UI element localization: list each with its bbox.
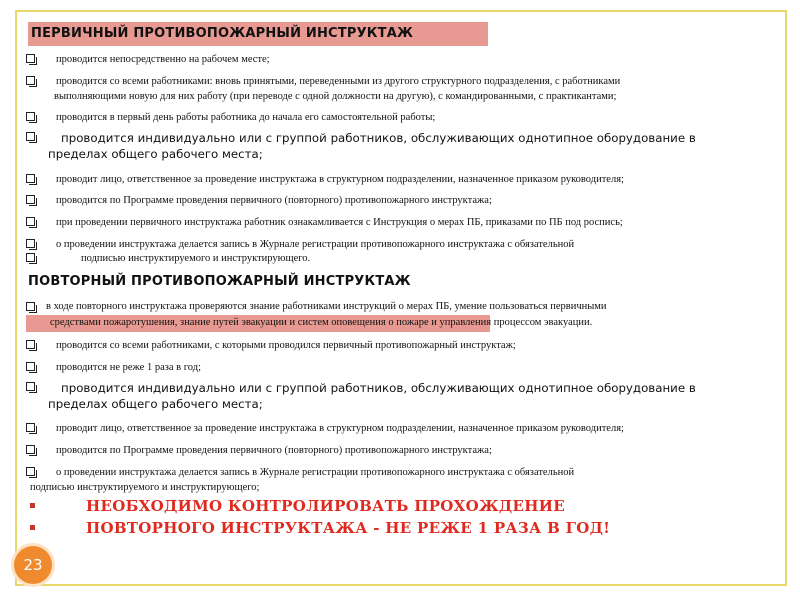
list-item: проводится со всеми работниками, с которыми проводился первичный противопожарный инструктаж; xyxy=(26,338,778,353)
warning-bullet-icon xyxy=(30,503,35,508)
checkbox-bullet-icon xyxy=(26,362,35,371)
checkbox-bullet-icon xyxy=(26,423,35,432)
list-item: при проведении первичного инструктажа работник ознакамливается с Инструкция о мерах ПБ, приказами по ПБ под роспись; xyxy=(26,215,778,230)
list-item: проводится по Программе проведения первичного (повторного) противопожарного инструктажа; xyxy=(26,193,778,208)
list-item: проводится непосредственно на рабочем месте; xyxy=(26,52,778,67)
checkbox-bullet-icon xyxy=(26,302,35,311)
checkbox-bullet-icon xyxy=(26,467,35,476)
checkbox-bullet-icon xyxy=(26,195,35,204)
warning-bullet-icon xyxy=(30,525,35,530)
list-item: о проведении инструктажа делается запись в Журнале регистрации противопожарного инструктажа с обязательной xyxy=(26,237,778,252)
list-item: проводит лицо, ответственное за проведение инструктажа в структурном подразделении, назначенное приказом руководителя; xyxy=(26,172,778,187)
page-number-badge: 23 xyxy=(14,546,52,584)
checkbox-bullet-icon xyxy=(26,54,35,63)
list-item: проводится по Программе проведения первичного (повторного) противопожарного инструктажа; xyxy=(26,443,778,458)
list-item: проводится индивидуально или с группой работников, обслуживающих однотипное оборудование в пределах общего рабочего места; xyxy=(26,130,778,162)
list-item: проводится в первый день работы работника до начала его самостоятельной работы; xyxy=(26,110,778,125)
checkbox-bullet-icon xyxy=(26,382,35,391)
list-item: проводится не реже 1 раза в год; xyxy=(26,360,778,375)
checkbox-bullet-icon xyxy=(26,112,35,121)
section2-title: ПОВТОРНЫЙ ПРОТИВОПОЖАРНЫЙ ИНСТРУКТАЖ xyxy=(28,274,411,289)
section1-title: ПЕРВИЧНЫЙ ПРОТИВОПОЖАРНЫЙ ИНСТРУКТАЖ xyxy=(28,22,488,46)
warning-line-1: НЕОБХОДИМО КОНТРОЛИРОВАТЬ ПРОХОЖДЕНИЕ xyxy=(86,497,565,515)
list-item: проводится индивидуально или с группой работников, обслуживающих однотипное оборудование в пределах общего рабочего места; xyxy=(26,380,778,412)
list-item: подписью инструктируемого и инструктирующего. xyxy=(26,251,778,266)
warning-line-2: ПОВТОРНОГО ИНСТРУКТАЖА - НЕ РЕЖЕ 1 РАЗА В ГОД! xyxy=(86,519,611,537)
list-item: проводит лицо, ответственное за проведение инструктажа в структурном подразделении, назначенное приказом руководителя; xyxy=(26,421,778,436)
checkbox-bullet-icon xyxy=(26,217,35,226)
list-item: о проведении инструктажа делается запись в Журнале регистрации противопожарного инструктажа с обязательной подписью инструктируемого и инструктирующего; xyxy=(26,465,778,495)
checkbox-bullet-icon xyxy=(26,132,35,141)
checkbox-bullet-icon xyxy=(26,445,35,454)
checkbox-bullet-icon xyxy=(26,174,35,183)
list-item: в ходе повторного инструктажа проверяются знание работниками инструкций о мерах ПБ, умение пользоваться первичными средствами пожаротушения, знание путей эвакуации и систем оповещения о пожаре и управления процессом эвакуации. xyxy=(26,298,778,330)
checkbox-bullet-icon xyxy=(26,239,35,248)
checkbox-bullet-icon xyxy=(26,340,35,349)
checkbox-bullet-icon xyxy=(26,253,35,262)
list-item: проводится со всеми работниками: вновь принятыми, переведенными из другого структурного подразделения, с работниками выполняющими новую для них работу (при переводе с одной должности на другую), с командированными, с практикантами; xyxy=(26,74,778,104)
checkbox-bullet-icon xyxy=(26,76,35,85)
